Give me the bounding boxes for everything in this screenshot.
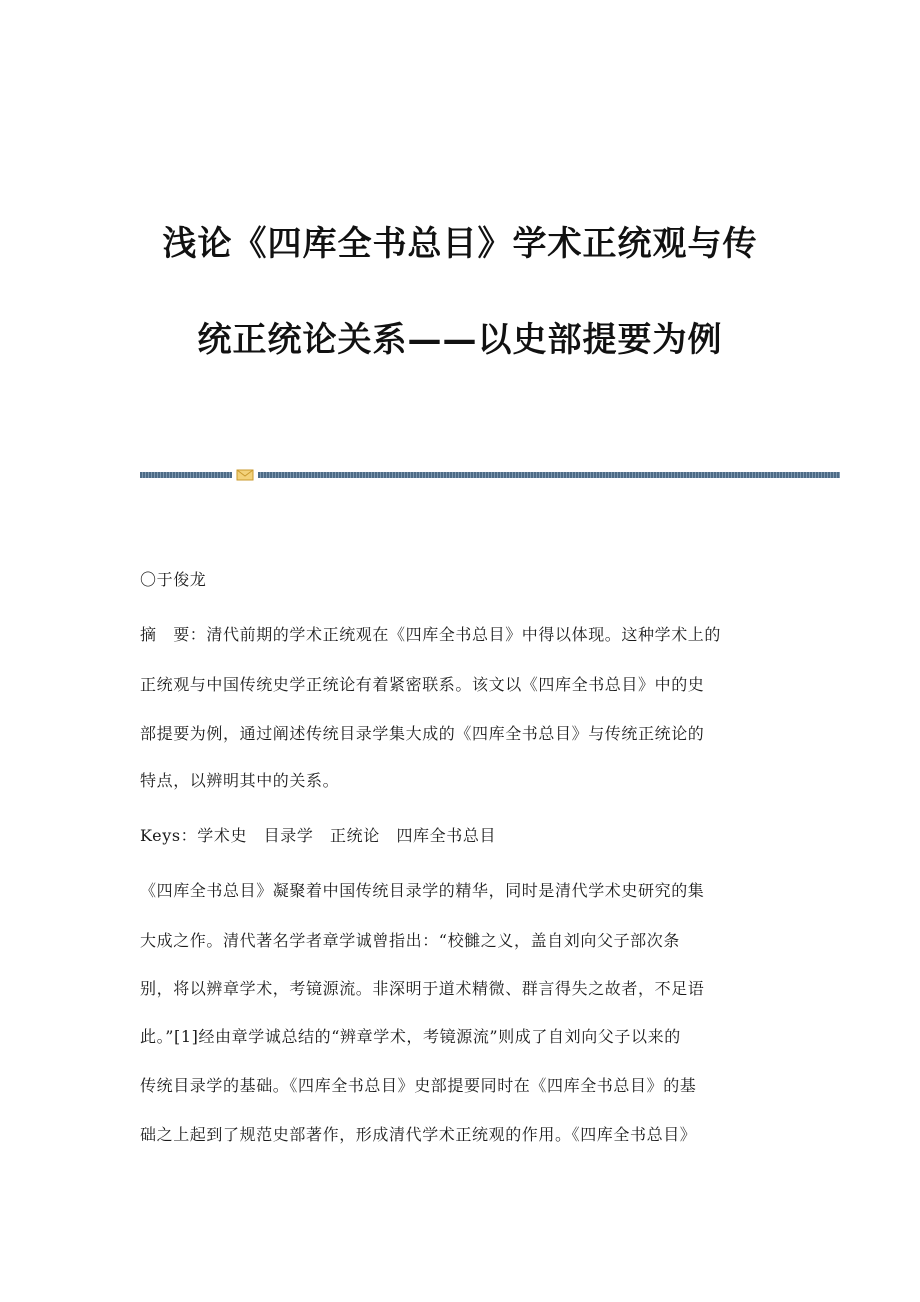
body-line: 传统目录学的基础。《四库全书总目》史部提要同时在《四库全书总目》的基: [140, 1076, 697, 1095]
abstract-line: 部提要为例，通过阐述传统目录学集大成的《四库全书总目》与传统正统论的: [140, 724, 705, 743]
keywords-line: Keys：学术史 目录学 正统论 四库全书总目: [140, 826, 497, 845]
abstract-line: 摘 要：清代前期的学术正统观在《四库全书总目》中得以体现。这种学术上的: [140, 625, 722, 644]
envelope-ornament-icon: [236, 469, 254, 481]
body-line: 大成之作。清代著名学者章学诚曾指出：“校雠之义，盖自刘向父子部次条: [140, 931, 680, 950]
abstract-line: 特点，以辨明其中的关系。: [140, 771, 340, 790]
author-line: 〇于俊龙: [140, 570, 207, 589]
body-line: 《四库全书总目》凝聚着中国传统目录学的精华，同时是清代学术史研究的集: [140, 881, 705, 900]
title-divider: [140, 470, 840, 480]
divider-bar-left: [140, 472, 232, 478]
divider-bar-right: [258, 472, 840, 478]
body-line: 别，将以辨章学术，考镜源流。非深明于道术精微、群言得失之故者，不足语: [140, 979, 705, 998]
abstract-line: 正统观与中国传统史学正统论有着紧密联系。该文以《四库全书总目》中的史: [140, 675, 705, 694]
body-line: 此。”[1]经由章学诚总结的“辨章学术，考镜源流”则成了自刘向父子以来的: [140, 1027, 681, 1046]
body-line: 础之上起到了规范史部著作，形成清代学术正统观的作用。《四库全书总目》: [140, 1125, 697, 1144]
title-line-1: 浅论《四库全书总目》学术正统观与传: [162, 224, 758, 264]
title-line-2: 统正统论关系——以史部提要为例: [197, 320, 723, 360]
